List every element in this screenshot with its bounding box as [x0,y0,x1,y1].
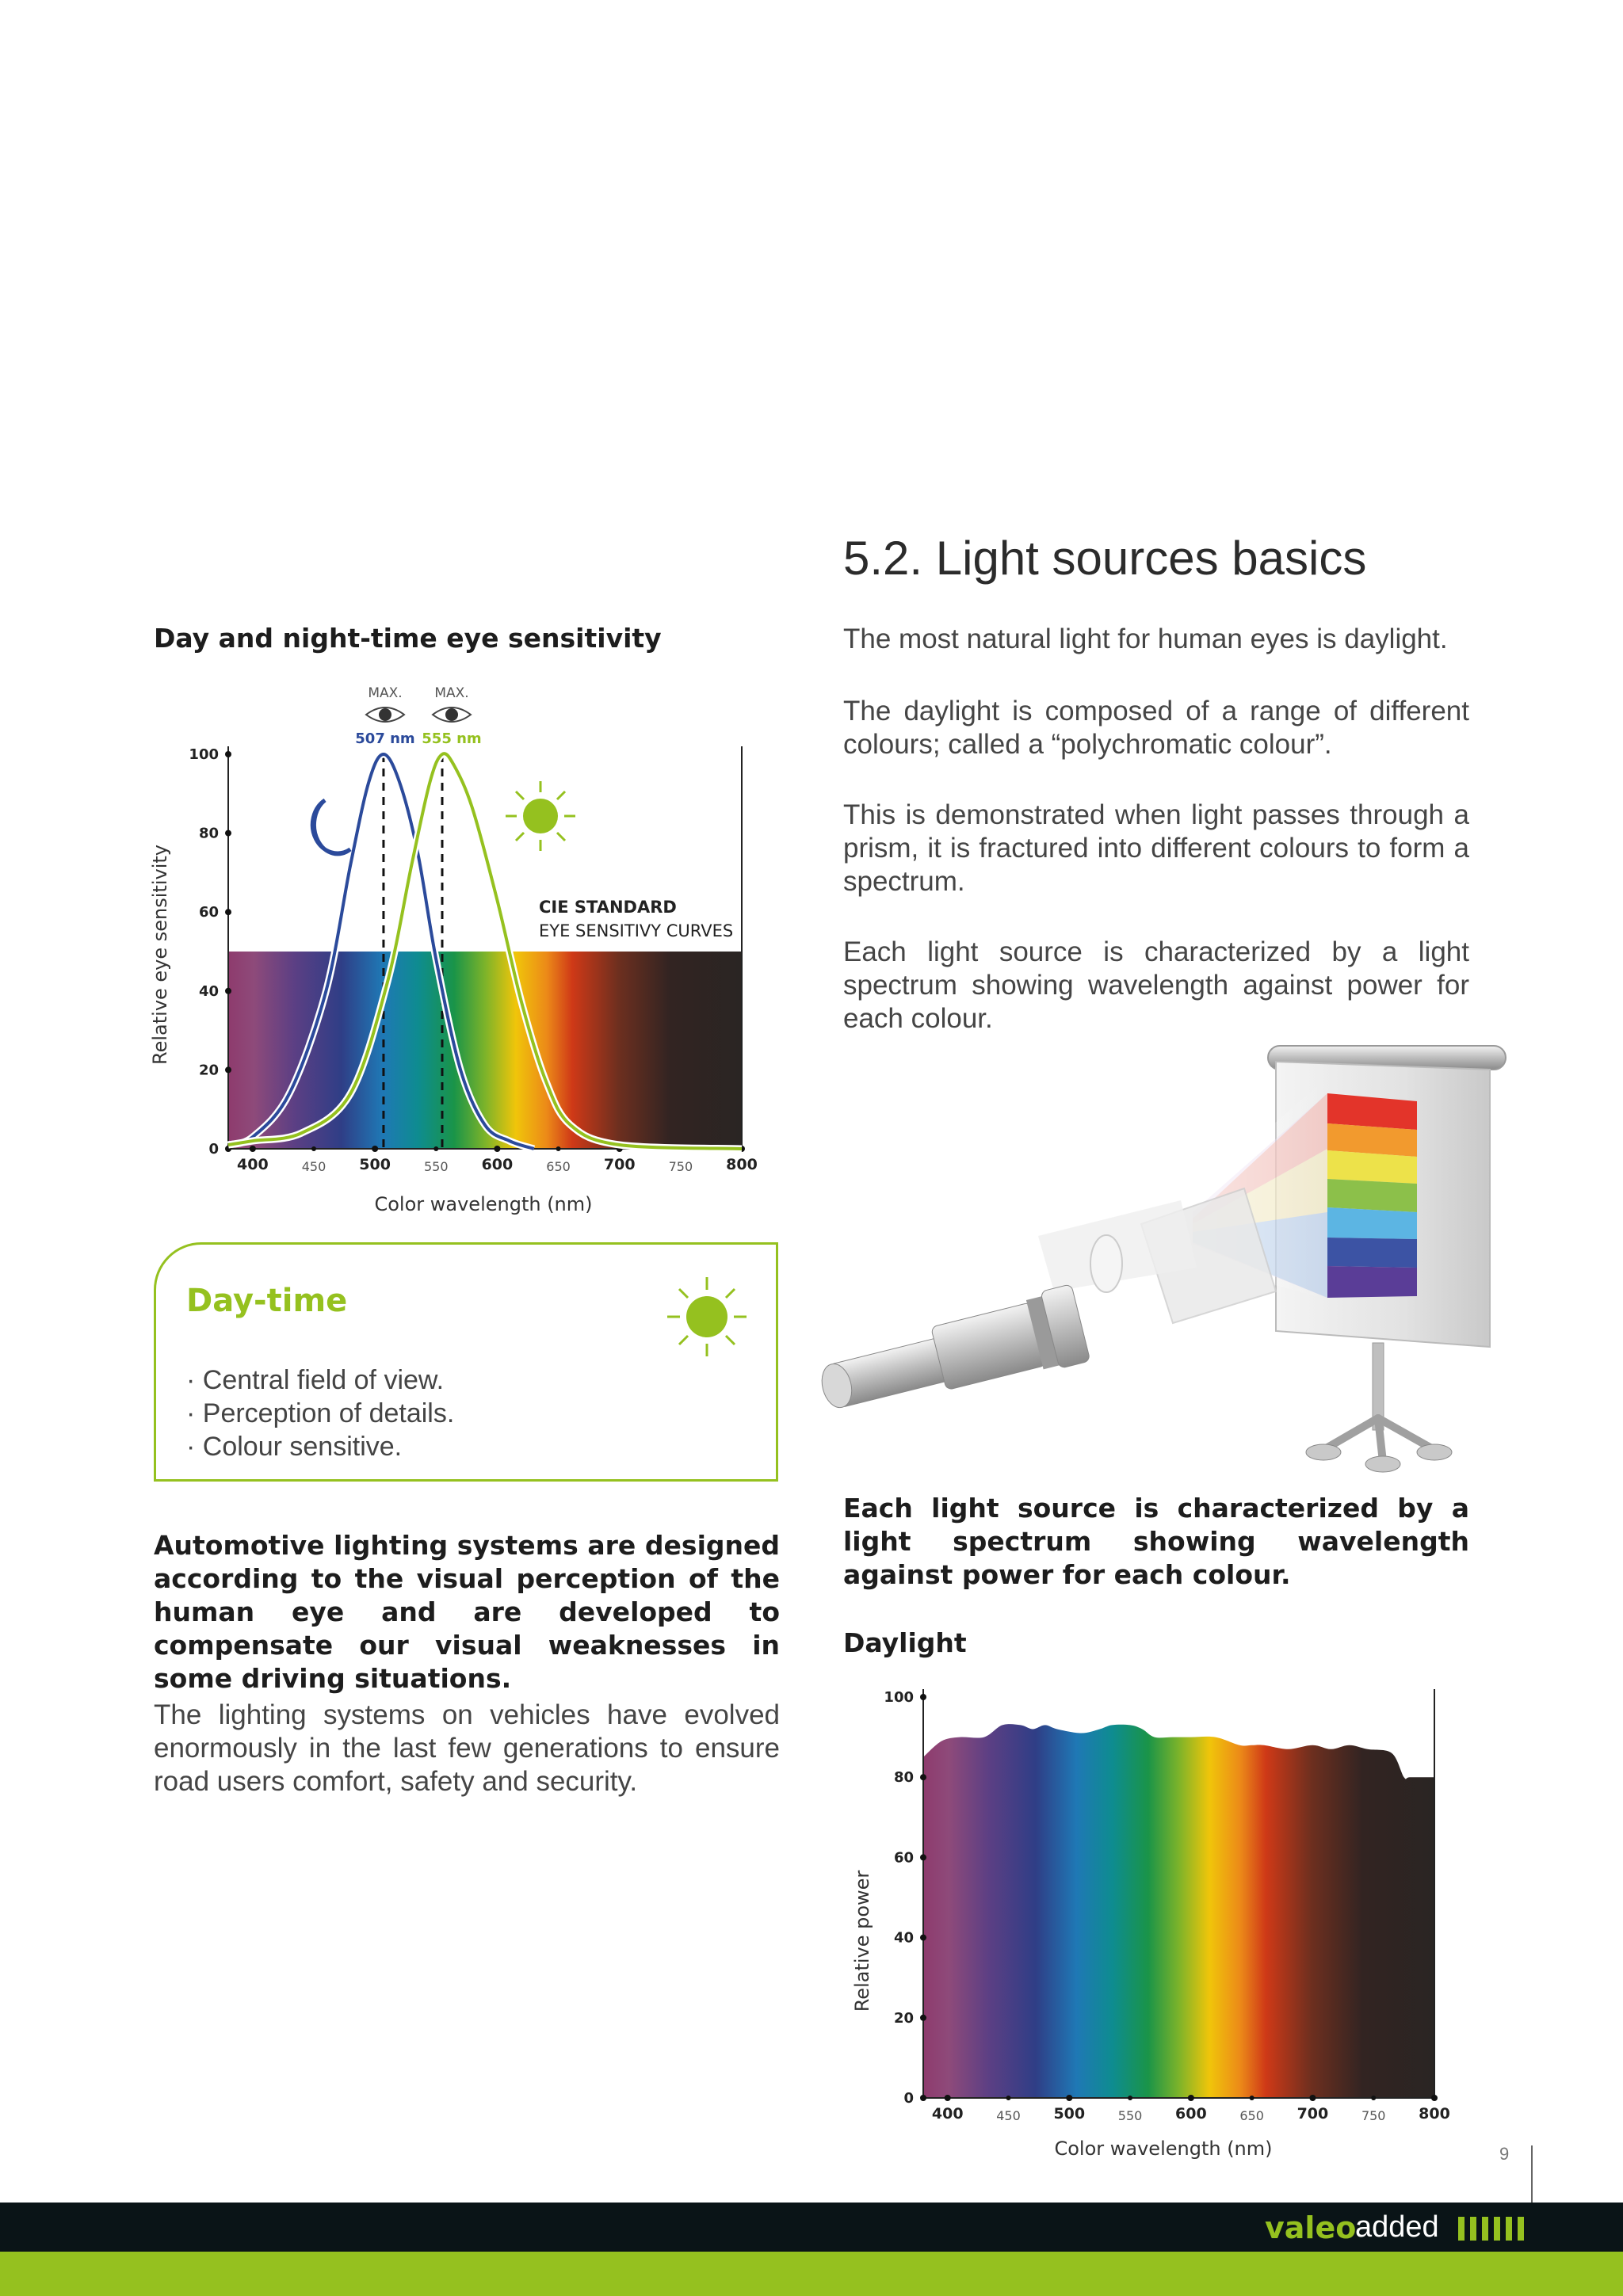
max-label-day: MAX. [434,685,469,701]
y-tick-mark [225,909,231,915]
y-tick-label: 0 [208,1141,219,1158]
y-tick-label: 0 [903,2090,914,2107]
eye-icon-night [366,707,404,722]
x-tick-mark [1066,2095,1072,2101]
x-tick-label: 700 [1296,2105,1329,2122]
y-tick-mark [920,1774,926,1780]
automotive-statement: Automotive lighting systems are designed according to the visual perception of the human eye and are developed to compensate our visual weaknesses in some driving situations. [154,1530,780,1694]
x-tick-mark [1188,2095,1194,2101]
x-minor-tick-mark [1128,2096,1132,2100]
daytime-box [154,1242,778,1482]
intro-paragraph: The most natural light for human eyes is daylight. [843,624,1448,654]
prism-illustration [800,1030,1514,1474]
lighting-paragraph: The lighting systems on vehicles have evolved enormously in the last few generations to ensure road users comfort, safety and security. [154,1699,780,1797]
x-tick-mark [250,1146,256,1152]
prism-paragraph: This is demonstrated when light passes through a prism, it is fractured into different colours to form a spectrum. [843,799,1469,897]
x-minor-tick-label: 450 [996,2108,1021,2123]
x-tick-label: 800 [1419,2105,1450,2122]
x-tick-label: 400 [931,2105,964,2122]
sun-icon [506,781,575,851]
x-minor-tick-label: 550 [1117,2108,1143,2123]
y-tick-label: 80 [893,1769,914,1787]
section-title: 5.2. Light sources basics [843,532,1367,585]
y-tick-mark [920,1854,926,1860]
sun-icon [663,1273,750,1360]
daylight-paragraph: The daylight is composed of a range of different colours; called a “polychromatic colour”. [843,696,1469,760]
y-tick-label: 20 [893,2009,914,2027]
y-tick-label: 40 [893,1929,914,1947]
footer-accent-bar [0,2252,1623,2296]
x-minor-tick-mark [433,1146,438,1151]
x-minor-tick-label: 650 [546,1159,571,1174]
x-minor-tick-mark [1250,2096,1254,2100]
max-label-night: MAX. [368,685,403,701]
eye-icon-day [433,707,471,722]
footer-stripes-icon [1458,2217,1524,2241]
daytime-item: · Central field of view. [186,1365,445,1395]
eye-sensitivity-chart [143,681,792,1228]
y-tick-mark [225,830,231,837]
footer-tagline: added [1355,2210,1439,2244]
y-tick-label: 60 [893,1849,914,1867]
x-minor-tick-mark [556,1146,561,1151]
x-tick-mark [1309,2095,1316,2101]
x-minor-tick-mark [1371,2096,1376,2100]
eye-chart-title: Day and night-time eye sensitivity [154,623,662,654]
x-tick-mark [945,2095,951,2101]
x-tick-label: 800 [726,1156,758,1173]
y-tick-mark [920,1935,926,1941]
daylight-spectrum-chart [840,1680,1490,2171]
daytime-item: · Colour sensitive. [186,1432,403,1462]
x-tick-label: 400 [237,1156,269,1173]
x-minor-tick-mark [1006,2096,1011,2100]
peak-label-night: 507 nm [355,730,415,747]
light-source-statement: Each light source is characterized by a light spectrum showing wavelength against power for each colour. [843,1493,1469,1590]
y-tick-mark [920,2015,926,2021]
x-tick-mark [494,1146,500,1152]
x-tick-mark [1431,2095,1438,2101]
y-tick-label: 20 [198,1062,219,1079]
y-tick-mark [920,2095,926,2101]
moon-icon [312,800,350,854]
daylight-x-axis-label: Color wavelength (nm) [1054,2138,1273,2160]
daylight-series [923,1724,1434,2098]
page-number: 9 [1499,2144,1510,2164]
x-minor-tick-label: 650 [1239,2108,1264,2123]
y-tick-mark [920,1694,926,1700]
x-tick-label: 500 [359,1156,391,1173]
x-minor-tick-label: 750 [668,1159,693,1174]
y-tick-label: 60 [198,904,219,921]
footer-bar [0,2203,1623,2252]
x-tick-label: 700 [603,1156,636,1173]
daylight-y-axis-label: Relative power [851,1870,873,2012]
y-tick-label: 100 [884,1689,914,1706]
x-tick-label: 600 [1175,2105,1207,2122]
eye-y-axis-label: Relative eye sensitivity [149,845,171,1065]
y-tick-mark [225,751,231,757]
daytime-item: · Perception of details. [186,1398,455,1428]
y-tick-label: 100 [189,746,219,763]
footer-brand: valeo [1265,2210,1357,2245]
cie-label: CIE STANDARD [539,898,677,917]
x-tick-label: 600 [481,1156,514,1173]
spectrum-paragraph: Each light source is characterized by a light spectrum showing wavelength against power for each colour. [843,936,1469,1034]
x-tick-mark [372,1146,378,1152]
cie-sublabel: EYE SENSITIVY CURVES [539,921,734,940]
x-tick-label: 500 [1053,2105,1086,2122]
y-tick-mark [225,1066,231,1073]
x-minor-tick-mark [311,1146,316,1151]
x-minor-tick-label: 550 [424,1159,449,1174]
footer-divider [1531,2145,1533,2203]
y-tick-label: 80 [198,825,219,842]
y-tick-label: 40 [198,982,219,1000]
y-tick-mark [225,988,231,994]
eye-x-axis-label: Color wavelength (nm) [374,1193,593,1215]
daytime-title: Day-time [186,1283,348,1319]
daylight-chart-title: Daylight [843,1627,967,1658]
x-minor-tick-label: 450 [301,1159,327,1174]
peak-label-day: 555 nm [422,730,482,747]
x-minor-tick-label: 750 [1361,2108,1386,2123]
